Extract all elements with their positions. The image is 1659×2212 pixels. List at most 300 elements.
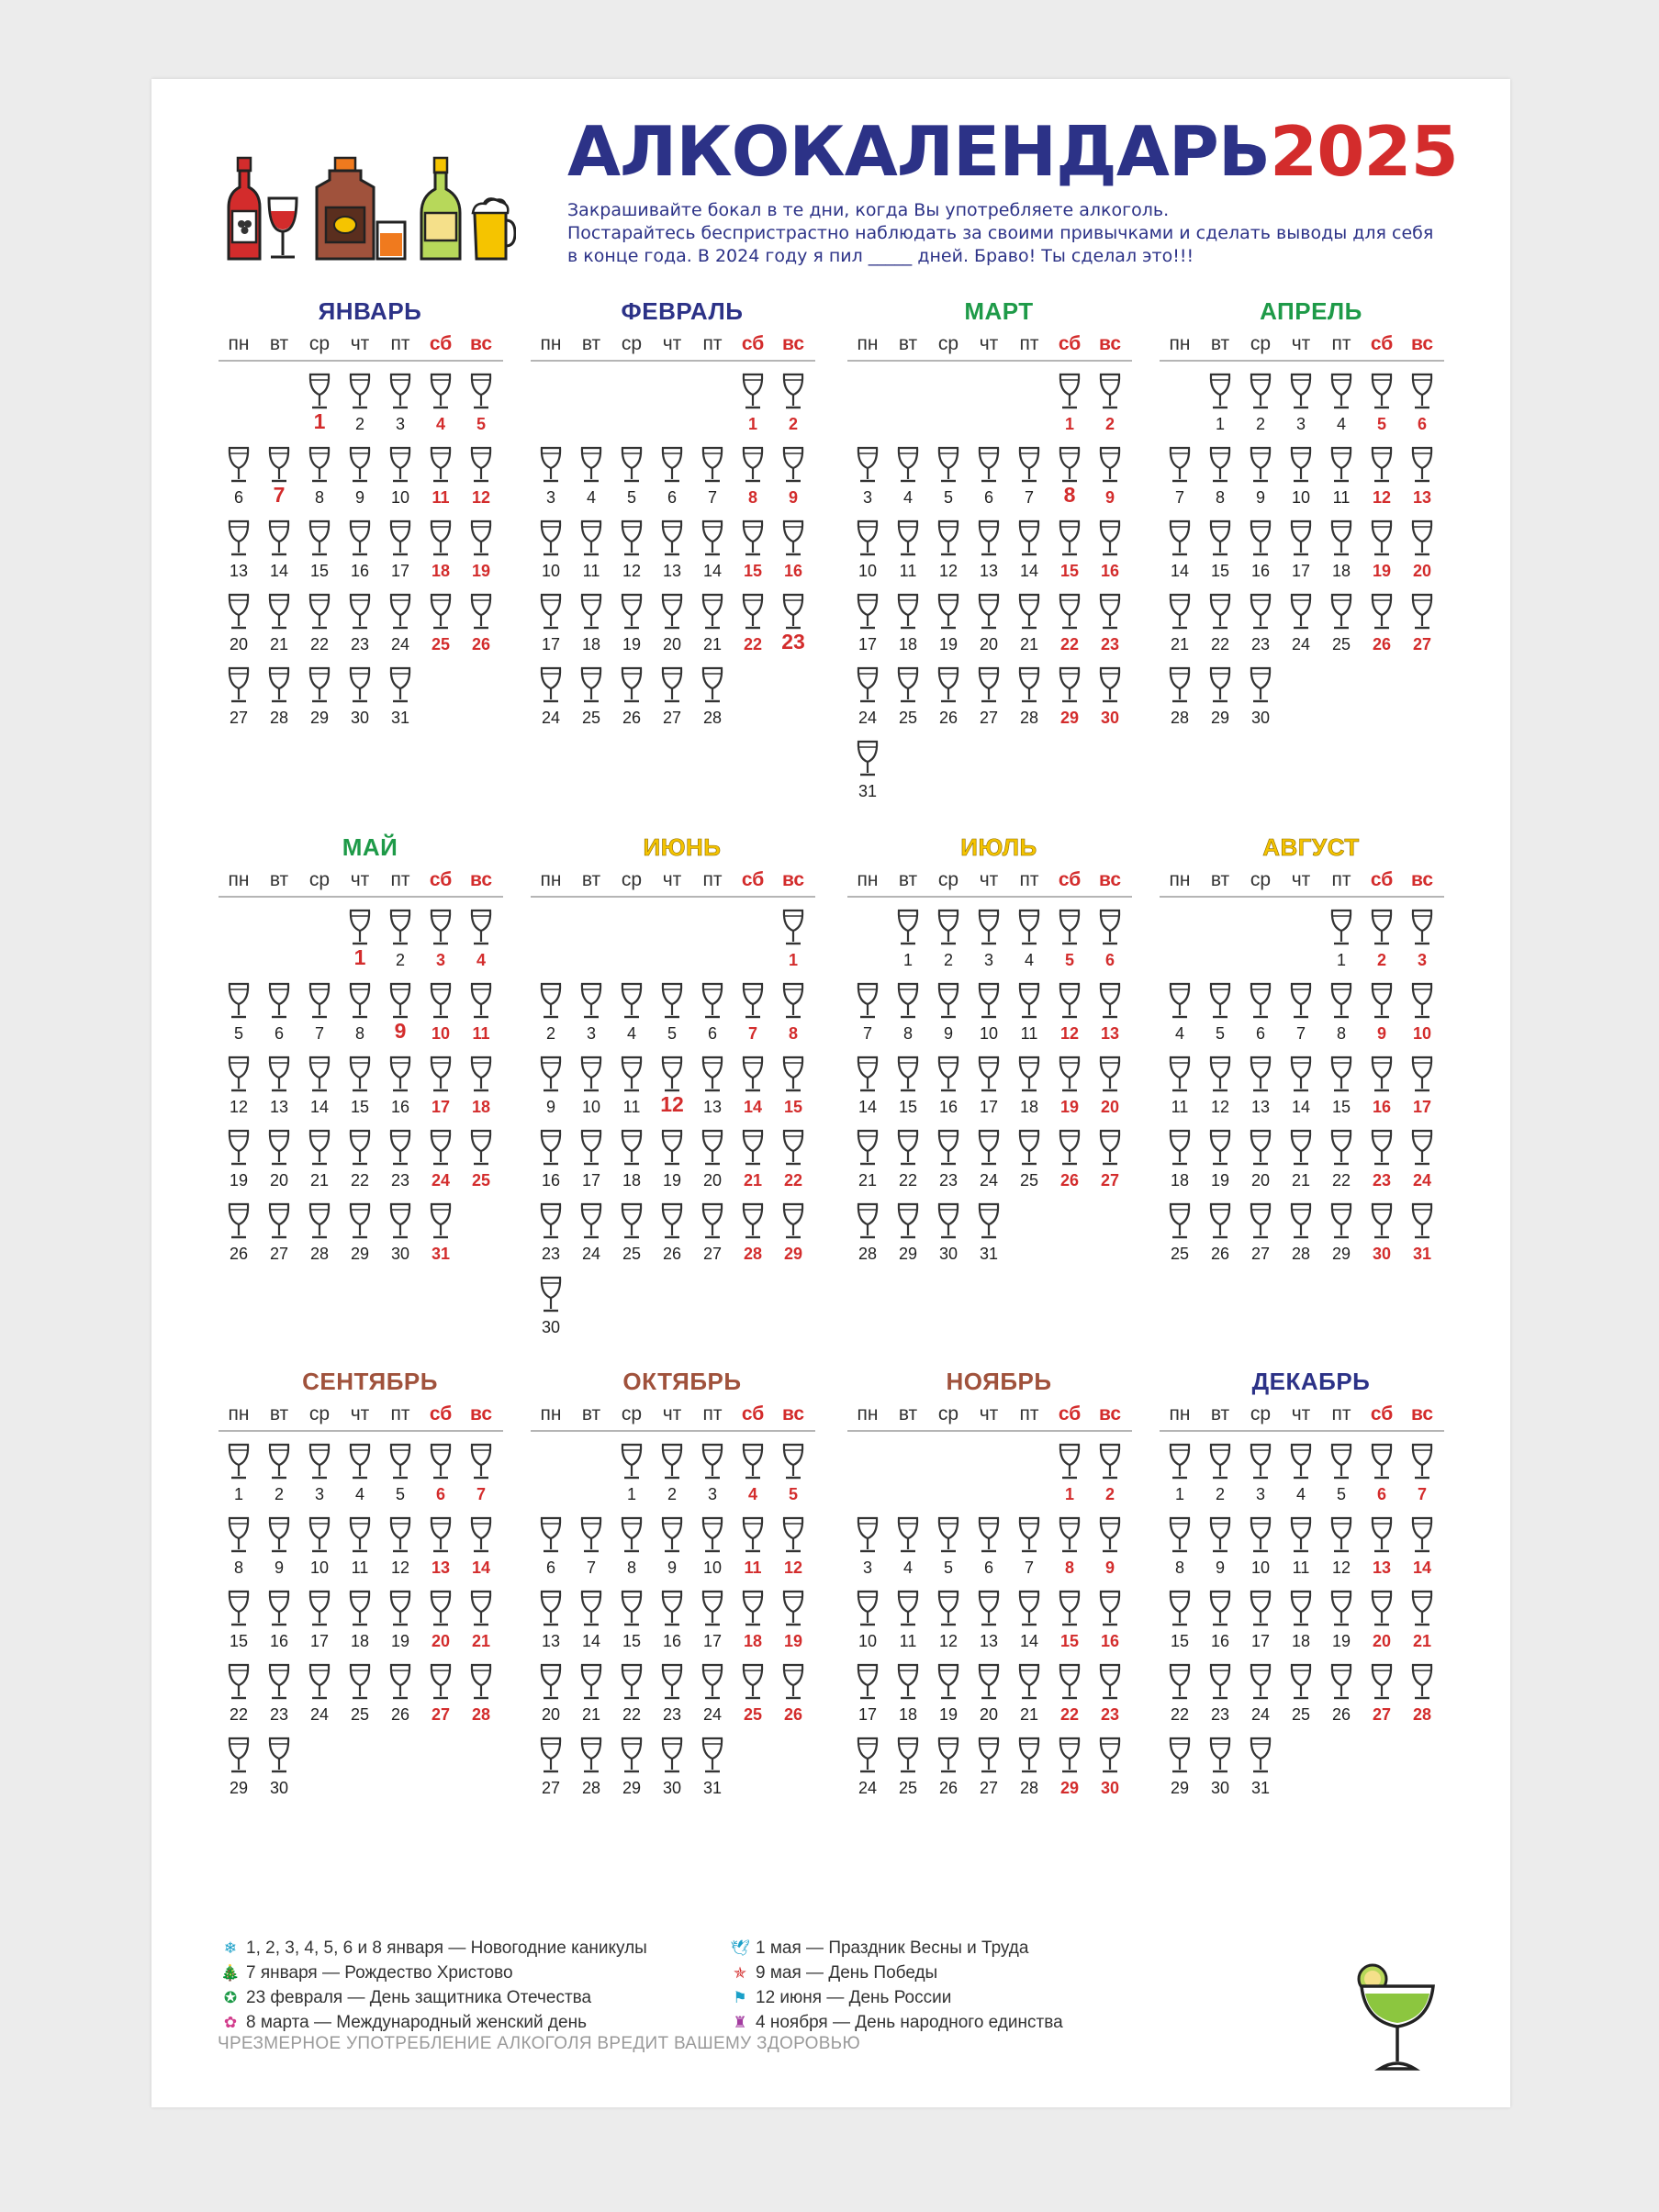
wine-glass-icon[interactable] (469, 1443, 493, 1481)
wine-glass-icon[interactable] (388, 909, 412, 947)
day-cell[interactable] (340, 1129, 380, 1190)
day-cell[interactable] (1321, 982, 1362, 1043)
wine-glass-icon[interactable] (388, 666, 412, 705)
wine-glass-icon[interactable] (1208, 982, 1232, 1021)
day-cell[interactable] (1402, 982, 1442, 1043)
day-cell[interactable] (1090, 666, 1130, 727)
day-cell[interactable] (1160, 1129, 1200, 1190)
day-cell[interactable] (1240, 1202, 1281, 1263)
day-cell[interactable] (1049, 1056, 1090, 1116)
wine-glass-icon[interactable] (539, 982, 563, 1021)
day-cell[interactable] (420, 593, 461, 654)
wine-glass-icon[interactable] (936, 519, 960, 558)
wine-glass-icon[interactable] (781, 982, 805, 1021)
wine-glass-icon[interactable] (1098, 519, 1122, 558)
wine-glass-icon[interactable] (267, 519, 291, 558)
day-cell[interactable] (571, 1516, 611, 1577)
wine-glass-icon[interactable] (1208, 446, 1232, 485)
day-cell[interactable] (1090, 1443, 1130, 1503)
wine-glass-icon[interactable] (227, 519, 251, 558)
wine-glass-icon[interactable] (1329, 1663, 1353, 1702)
day-cell[interactable] (1321, 1202, 1362, 1263)
day-cell[interactable] (847, 1056, 888, 1116)
wine-glass-icon[interactable] (936, 909, 960, 947)
wine-glass-icon[interactable] (856, 519, 880, 558)
wine-glass-icon[interactable] (308, 373, 331, 411)
wine-glass-icon[interactable] (741, 446, 765, 485)
wine-glass-icon[interactable] (579, 1202, 603, 1241)
wine-glass-icon[interactable] (1208, 1516, 1232, 1555)
day-cell[interactable] (1240, 1129, 1281, 1190)
day-cell[interactable] (692, 1516, 733, 1577)
wine-glass-icon[interactable] (701, 1590, 724, 1628)
wine-glass-icon[interactable] (896, 1737, 920, 1775)
wine-glass-icon[interactable] (977, 519, 1001, 558)
day-cell[interactable] (773, 1056, 813, 1116)
day-cell[interactable] (219, 1590, 259, 1650)
wine-glass-icon[interactable] (348, 1202, 372, 1241)
wine-glass-icon[interactable] (267, 593, 291, 631)
wine-glass-icon[interactable] (1058, 373, 1082, 411)
day-cell[interactable] (1049, 593, 1090, 654)
day-cell[interactable] (420, 373, 461, 433)
wine-glass-icon[interactable] (781, 1202, 805, 1241)
wine-glass-icon[interactable] (267, 446, 291, 485)
wine-glass-icon[interactable] (1329, 446, 1353, 485)
wine-glass-icon[interactable] (1058, 1737, 1082, 1775)
day-cell[interactable] (928, 982, 969, 1043)
day-cell[interactable] (531, 1129, 571, 1190)
day-cell[interactable] (928, 1129, 969, 1190)
wine-glass-icon[interactable] (1168, 1590, 1192, 1628)
wine-glass-icon[interactable] (1410, 446, 1434, 485)
day-cell[interactable] (340, 446, 380, 507)
wine-glass-icon[interactable] (1370, 909, 1394, 947)
wine-glass-icon[interactable] (227, 666, 251, 705)
wine-glass-icon[interactable] (620, 1516, 644, 1555)
wine-glass-icon[interactable] (308, 666, 331, 705)
wine-glass-icon[interactable] (1370, 1129, 1394, 1167)
day-cell[interactable] (652, 1590, 692, 1650)
wine-glass-icon[interactable] (701, 1737, 724, 1775)
day-cell[interactable] (1009, 982, 1049, 1043)
wine-glass-icon[interactable] (1168, 1129, 1192, 1167)
day-cell[interactable] (733, 982, 773, 1043)
wine-glass-icon[interactable] (1410, 373, 1434, 411)
wine-glass-icon[interactable] (1058, 666, 1082, 705)
wine-glass-icon[interactable] (977, 1202, 1001, 1241)
day-cell[interactable] (692, 666, 733, 727)
wine-glass-icon[interactable] (429, 1443, 453, 1481)
wine-glass-icon[interactable] (1249, 1129, 1272, 1167)
day-cell[interactable] (733, 1443, 773, 1503)
day-cell[interactable] (299, 1129, 340, 1190)
day-cell[interactable] (888, 1737, 928, 1797)
wine-glass-icon[interactable] (1329, 1590, 1353, 1628)
day-cell[interactable] (1160, 666, 1200, 727)
day-cell[interactable] (1160, 446, 1200, 507)
wine-glass-icon[interactable] (1098, 982, 1122, 1021)
day-cell[interactable] (571, 519, 611, 580)
wine-glass-icon[interactable] (348, 1516, 372, 1555)
wine-glass-icon[interactable] (701, 593, 724, 631)
wine-glass-icon[interactable] (469, 373, 493, 411)
day-cell[interactable] (380, 446, 420, 507)
wine-glass-icon[interactable] (977, 1737, 1001, 1775)
wine-glass-icon[interactable] (620, 1129, 644, 1167)
wine-glass-icon[interactable] (227, 1737, 251, 1775)
day-cell[interactable] (461, 1056, 501, 1116)
wine-glass-icon[interactable] (741, 373, 765, 411)
day-cell[interactable] (928, 446, 969, 507)
wine-glass-icon[interactable] (701, 1056, 724, 1094)
wine-glass-icon[interactable] (1410, 982, 1434, 1021)
wine-glass-icon[interactable] (267, 1202, 291, 1241)
day-cell[interactable] (340, 1663, 380, 1724)
day-cell[interactable] (1090, 593, 1130, 654)
day-cell[interactable] (259, 666, 299, 727)
day-cell[interactable] (340, 982, 380, 1043)
day-cell[interactable] (571, 593, 611, 654)
day-cell[interactable] (1321, 519, 1362, 580)
day-cell[interactable] (1402, 1202, 1442, 1263)
day-cell[interactable] (461, 1516, 501, 1577)
wine-glass-icon[interactable] (308, 1056, 331, 1094)
day-cell[interactable] (299, 519, 340, 580)
day-cell[interactable] (1240, 519, 1281, 580)
day-cell[interactable] (847, 593, 888, 654)
wine-glass-icon[interactable] (896, 1663, 920, 1702)
wine-glass-icon[interactable] (308, 519, 331, 558)
day-cell[interactable] (1009, 666, 1049, 727)
day-cell[interactable] (1090, 519, 1130, 580)
wine-glass-icon[interactable] (620, 519, 644, 558)
day-cell[interactable] (1240, 446, 1281, 507)
wine-glass-icon[interactable] (660, 1590, 684, 1628)
wine-glass-icon[interactable] (308, 1516, 331, 1555)
wine-glass-icon[interactable] (620, 1663, 644, 1702)
wine-glass-icon[interactable] (620, 1737, 644, 1775)
wine-glass-icon[interactable] (620, 1202, 644, 1241)
day-cell[interactable] (1402, 1056, 1442, 1116)
day-cell[interactable] (1402, 1129, 1442, 1190)
day-cell[interactable] (692, 1129, 733, 1190)
wine-glass-icon[interactable] (936, 1516, 960, 1555)
day-cell[interactable] (1160, 1737, 1200, 1797)
day-cell[interactable] (1321, 909, 1362, 969)
wine-glass-icon[interactable] (579, 1590, 603, 1628)
day-cell[interactable] (420, 1590, 461, 1650)
day-cell[interactable] (1362, 982, 1402, 1043)
day-cell[interactable] (380, 666, 420, 727)
wine-glass-icon[interactable] (388, 1056, 412, 1094)
day-cell[interactable] (340, 909, 380, 969)
wine-glass-icon[interactable] (1168, 519, 1192, 558)
day-cell[interactable] (1281, 1129, 1321, 1190)
day-cell[interactable] (733, 519, 773, 580)
wine-glass-icon[interactable] (701, 446, 724, 485)
day-cell[interactable] (1240, 982, 1281, 1043)
wine-glass-icon[interactable] (1168, 1443, 1192, 1481)
day-cell[interactable] (1200, 593, 1240, 654)
wine-glass-icon[interactable] (701, 982, 724, 1021)
day-cell[interactable] (571, 1663, 611, 1724)
day-cell[interactable] (219, 1737, 259, 1797)
day-cell[interactable] (1281, 519, 1321, 580)
day-cell[interactable] (1362, 1516, 1402, 1577)
wine-glass-icon[interactable] (856, 740, 880, 778)
day-cell[interactable] (1009, 446, 1049, 507)
wine-glass-icon[interactable] (227, 1516, 251, 1555)
day-cell[interactable] (340, 1443, 380, 1503)
day-cell[interactable] (299, 1056, 340, 1116)
wine-glass-icon[interactable] (660, 982, 684, 1021)
wine-glass-icon[interactable] (1370, 1202, 1394, 1241)
wine-glass-icon[interactable] (348, 982, 372, 1021)
day-cell[interactable] (1090, 909, 1130, 969)
wine-glass-icon[interactable] (388, 446, 412, 485)
day-cell[interactable] (692, 1202, 733, 1263)
day-cell[interactable] (773, 1663, 813, 1724)
wine-glass-icon[interactable] (539, 1663, 563, 1702)
day-cell[interactable] (571, 1737, 611, 1797)
day-cell[interactable] (1281, 1590, 1321, 1650)
day-cell[interactable] (1009, 1516, 1049, 1577)
day-cell[interactable] (847, 666, 888, 727)
day-cell[interactable] (1281, 1443, 1321, 1503)
day-cell[interactable] (652, 1663, 692, 1724)
day-cell[interactable] (299, 1443, 340, 1503)
wine-glass-icon[interactable] (896, 909, 920, 947)
day-cell[interactable] (969, 1516, 1009, 1577)
wine-glass-icon[interactable] (348, 519, 372, 558)
day-cell[interactable] (299, 1663, 340, 1724)
wine-glass-icon[interactable] (660, 1056, 684, 1094)
day-cell[interactable] (340, 1590, 380, 1650)
day-cell[interactable] (773, 1516, 813, 1577)
day-cell[interactable] (219, 1056, 259, 1116)
day-cell[interactable] (461, 1663, 501, 1724)
day-cell[interactable] (652, 982, 692, 1043)
day-cell[interactable] (1281, 1202, 1321, 1263)
day-cell[interactable] (531, 982, 571, 1043)
wine-glass-icon[interactable] (1249, 593, 1272, 631)
day-cell[interactable] (1200, 1202, 1240, 1263)
day-cell[interactable] (531, 1737, 571, 1797)
day-cell[interactable] (1362, 909, 1402, 969)
day-cell[interactable] (219, 1443, 259, 1503)
wine-glass-icon[interactable] (1329, 593, 1353, 631)
wine-glass-icon[interactable] (741, 593, 765, 631)
day-cell[interactable] (1090, 1663, 1130, 1724)
day-cell[interactable] (420, 909, 461, 969)
day-cell[interactable] (1321, 1663, 1362, 1724)
day-cell[interactable] (1402, 1590, 1442, 1650)
wine-glass-icon[interactable] (856, 1737, 880, 1775)
wine-glass-icon[interactable] (896, 666, 920, 705)
wine-glass-icon[interactable] (1289, 1516, 1313, 1555)
wine-glass-icon[interactable] (896, 1056, 920, 1094)
day-cell[interactable] (259, 519, 299, 580)
wine-glass-icon[interactable] (1098, 1663, 1122, 1702)
day-cell[interactable] (847, 1663, 888, 1724)
day-cell[interactable] (219, 666, 259, 727)
wine-glass-icon[interactable] (308, 1590, 331, 1628)
wine-glass-icon[interactable] (856, 1663, 880, 1702)
day-cell[interactable] (733, 446, 773, 507)
wine-glass-icon[interactable] (1249, 1056, 1272, 1094)
day-cell[interactable] (773, 519, 813, 580)
day-cell[interactable] (773, 1443, 813, 1503)
wine-glass-icon[interactable] (1410, 519, 1434, 558)
day-cell[interactable] (380, 1202, 420, 1263)
day-cell[interactable] (969, 446, 1009, 507)
day-cell[interactable] (1240, 1590, 1281, 1650)
wine-glass-icon[interactable] (896, 1590, 920, 1628)
wine-glass-icon[interactable] (1168, 982, 1192, 1021)
wine-glass-icon[interactable] (1098, 1056, 1122, 1094)
wine-glass-icon[interactable] (856, 666, 880, 705)
day-cell[interactable] (652, 1056, 692, 1116)
wine-glass-icon[interactable] (1058, 1129, 1082, 1167)
wine-glass-icon[interactable] (1370, 1663, 1394, 1702)
wine-glass-icon[interactable] (1017, 1129, 1041, 1167)
wine-glass-icon[interactable] (1410, 1443, 1434, 1481)
wine-glass-icon[interactable] (1249, 982, 1272, 1021)
day-cell[interactable] (733, 593, 773, 654)
day-cell[interactable] (969, 1056, 1009, 1116)
wine-glass-icon[interactable] (1098, 1590, 1122, 1628)
wine-glass-icon[interactable] (741, 1516, 765, 1555)
day-cell[interactable] (531, 446, 571, 507)
day-cell[interactable] (888, 982, 928, 1043)
day-cell[interactable] (928, 593, 969, 654)
wine-glass-icon[interactable] (1208, 519, 1232, 558)
day-cell[interactable] (611, 1202, 652, 1263)
wine-glass-icon[interactable] (348, 666, 372, 705)
wine-glass-icon[interactable] (1098, 373, 1122, 411)
wine-glass-icon[interactable] (936, 1129, 960, 1167)
day-cell[interactable] (380, 519, 420, 580)
day-cell[interactable] (692, 593, 733, 654)
day-cell[interactable] (299, 1590, 340, 1650)
wine-glass-icon[interactable] (620, 593, 644, 631)
wine-glass-icon[interactable] (1249, 1590, 1272, 1628)
wine-glass-icon[interactable] (348, 1590, 372, 1628)
wine-glass-icon[interactable] (539, 1737, 563, 1775)
wine-glass-icon[interactable] (701, 1129, 724, 1167)
day-cell[interactable] (1362, 1443, 1402, 1503)
day-cell[interactable] (1049, 1737, 1090, 1797)
day-cell[interactable] (1049, 982, 1090, 1043)
day-cell[interactable] (847, 1737, 888, 1797)
day-cell[interactable] (888, 1202, 928, 1263)
wine-glass-icon[interactable] (1329, 519, 1353, 558)
wine-glass-icon[interactable] (1410, 1516, 1434, 1555)
day-cell[interactable] (773, 1202, 813, 1263)
day-cell[interactable] (380, 1129, 420, 1190)
day-cell[interactable] (888, 519, 928, 580)
wine-glass-icon[interactable] (1058, 1516, 1082, 1555)
day-cell[interactable] (219, 1129, 259, 1190)
wine-glass-icon[interactable] (429, 909, 453, 947)
day-cell[interactable] (888, 446, 928, 507)
wine-glass-icon[interactable] (267, 1663, 291, 1702)
wine-glass-icon[interactable] (701, 1443, 724, 1481)
wine-glass-icon[interactable] (701, 666, 724, 705)
day-cell[interactable] (969, 1663, 1009, 1724)
wine-glass-icon[interactable] (1168, 1663, 1192, 1702)
wine-glass-icon[interactable] (1208, 1056, 1232, 1094)
day-cell[interactable] (571, 446, 611, 507)
wine-glass-icon[interactable] (1058, 519, 1082, 558)
day-cell[interactable] (299, 666, 340, 727)
wine-glass-icon[interactable] (977, 1590, 1001, 1628)
day-cell[interactable] (571, 982, 611, 1043)
day-cell[interactable] (1200, 519, 1240, 580)
day-cell[interactable] (1009, 519, 1049, 580)
wine-glass-icon[interactable] (896, 519, 920, 558)
day-cell[interactable] (1240, 1056, 1281, 1116)
wine-glass-icon[interactable] (1329, 1202, 1353, 1241)
day-cell[interactable] (571, 1202, 611, 1263)
day-cell[interactable] (420, 1663, 461, 1724)
wine-glass-icon[interactable] (1289, 1590, 1313, 1628)
wine-glass-icon[interactable] (1017, 1590, 1041, 1628)
wine-glass-icon[interactable] (1058, 446, 1082, 485)
day-cell[interactable] (420, 1443, 461, 1503)
wine-glass-icon[interactable] (267, 1590, 291, 1628)
day-cell[interactable] (1362, 1056, 1402, 1116)
wine-glass-icon[interactable] (660, 1663, 684, 1702)
day-cell[interactable] (928, 1202, 969, 1263)
wine-glass-icon[interactable] (1249, 666, 1272, 705)
wine-glass-icon[interactable] (429, 519, 453, 558)
wine-glass-icon[interactable] (227, 1663, 251, 1702)
day-cell[interactable] (847, 740, 888, 800)
wine-glass-icon[interactable] (896, 1516, 920, 1555)
wine-glass-icon[interactable] (1329, 373, 1353, 411)
wine-glass-icon[interactable] (896, 446, 920, 485)
day-cell[interactable] (847, 982, 888, 1043)
day-cell[interactable] (1049, 446, 1090, 507)
day-cell[interactable] (1402, 909, 1442, 969)
wine-glass-icon[interactable] (660, 1202, 684, 1241)
day-cell[interactable] (1362, 373, 1402, 433)
wine-glass-icon[interactable] (1289, 593, 1313, 631)
wine-glass-icon[interactable] (1017, 593, 1041, 631)
wine-glass-icon[interactable] (936, 1737, 960, 1775)
day-cell[interactable] (420, 1516, 461, 1577)
wine-glass-icon[interactable] (579, 1737, 603, 1775)
wine-glass-icon[interactable] (1208, 373, 1232, 411)
day-cell[interactable] (1281, 373, 1321, 433)
wine-glass-icon[interactable] (388, 519, 412, 558)
wine-glass-icon[interactable] (388, 373, 412, 411)
wine-glass-icon[interactable] (741, 982, 765, 1021)
wine-glass-icon[interactable] (1168, 593, 1192, 631)
day-cell[interactable] (380, 1443, 420, 1503)
day-cell[interactable] (1240, 1663, 1281, 1724)
wine-glass-icon[interactable] (469, 519, 493, 558)
wine-glass-icon[interactable] (896, 1202, 920, 1241)
wine-glass-icon[interactable] (429, 1516, 453, 1555)
wine-glass-icon[interactable] (1289, 1663, 1313, 1702)
day-cell[interactable] (1049, 909, 1090, 969)
day-cell[interactable] (1281, 446, 1321, 507)
day-cell[interactable] (219, 593, 259, 654)
wine-glass-icon[interactable] (1289, 1202, 1313, 1241)
